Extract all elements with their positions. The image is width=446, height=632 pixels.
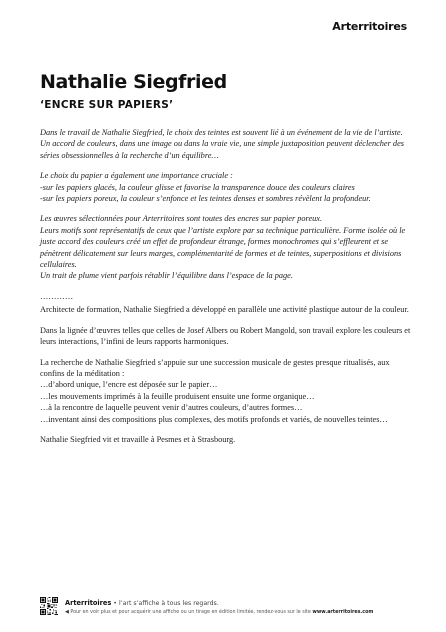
pen-stroke-line: Un trait de plume vient parfois rétablir l’équilibre dans l’espace de la page. (40, 271, 293, 281)
glossy-paper-line: -sur les papiers glacés, la couleur glisse et favorise la transparence douce des couleurs claires (40, 182, 355, 192)
porous-paper-line: -sur les papiers poreux, la couleur s’enfonce et les teintes denses et sombres révèlent la profondeur. (40, 194, 371, 204)
process-step-1: …d’abord unique, l’encre est déposée sur le papier… (40, 380, 218, 390)
bio-paragraph-2: Dans la lignée d’œuvres telles que celles de Josef Albers ou Robert Mangold, son travail explore les couleurs et leurs interactions, l’infini de leurs rapports harmoniques. (40, 325, 411, 347)
intro-paragraph-1: Dans le travail de Nathalie Siegfried, le choix des teintes est souvent lié à un événement de la vie de l’artiste. Un accord de couleurs, dans une image ou dans la vraie vie, une simple juxtaposition peuvent déclencher des séries obsessionnelles à la recherche d’un équilibre… (40, 128, 404, 160)
bio-paragraph-4: Nathalie Siegfried vit et travaille à Pesmes et à Strasbourg. (40, 434, 236, 444)
process-step-4: …inventant ainsi des compositions plus complexes, des motifs profonds et variés, de nouvelles teintes… (40, 414, 388, 424)
qr-code-icon[interactable] (40, 597, 58, 615)
process-step-2: …les mouvements imprimés à la feuille produisent ensuite une forme organique… (40, 391, 315, 401)
artist-name: Nathalie Siegfried (40, 71, 227, 93)
footer-tagline-line (65, 599, 219, 608)
footer-note-line (65, 609, 373, 616)
bio-paragraph-1: Architecte de formation, Nathalie Siegfried a développé en parallèle une activité plastique autour de la couleur. (40, 305, 409, 315)
section-divider: ………… (40, 291, 74, 301)
selection-line: Les œuvres sélectionnées pour Arterritoires sont toutes des encres sur papier poreux. (40, 214, 323, 224)
intro-paragraph-2 (40, 170, 412, 204)
bio-paragraph-3 (40, 357, 412, 425)
body-text (40, 127, 412, 454)
website-link[interactable]: www.arterritoires.com (312, 610, 374, 615)
footer-separator: • (111, 600, 119, 607)
artwork-subtitle: ‘ENCRE SUR PAPIERS’ (40, 99, 174, 111)
footer-brand: Arterritoires (65, 599, 112, 607)
brand-logo: Arterritoires (332, 20, 407, 33)
motifs-line: Leurs motifs sont représentatifs de ceux que l’artiste explore par sa technique particulière. Forme isolée où le juste accord des couleurs créé un effet de profondeur étrange, formes monochromes qui s’effleurent et se pénètrent délicatement sur leurs marges, complémentarité de formes et de teintes, superpositions et divisions cellulaires. (40, 225, 406, 270)
paper-intro-line: Le choix du papier a également une importance cruciale : (40, 171, 233, 181)
footer-tagline: l’art s’affiche à tous les regards. (118, 600, 219, 607)
process-step-3: …à la rencontre de laquelle peuvent venir d’autres couleurs, d’autres formes… (40, 403, 303, 413)
intro-paragraph-3 (40, 213, 412, 281)
footer (40, 595, 420, 623)
footer-note: Pour en voir plus et pour acquérir une affiche ou un tirage en édition limitée, rendez-vous sur le site (70, 610, 311, 615)
arrow-left-icon: ◀ (65, 609, 69, 615)
process-intro-line: La recherche de Nathalie Siegfried s’appuie sur une succession musicale de gestes presque ritualisés, aux confins de la méditation : (40, 357, 390, 378)
